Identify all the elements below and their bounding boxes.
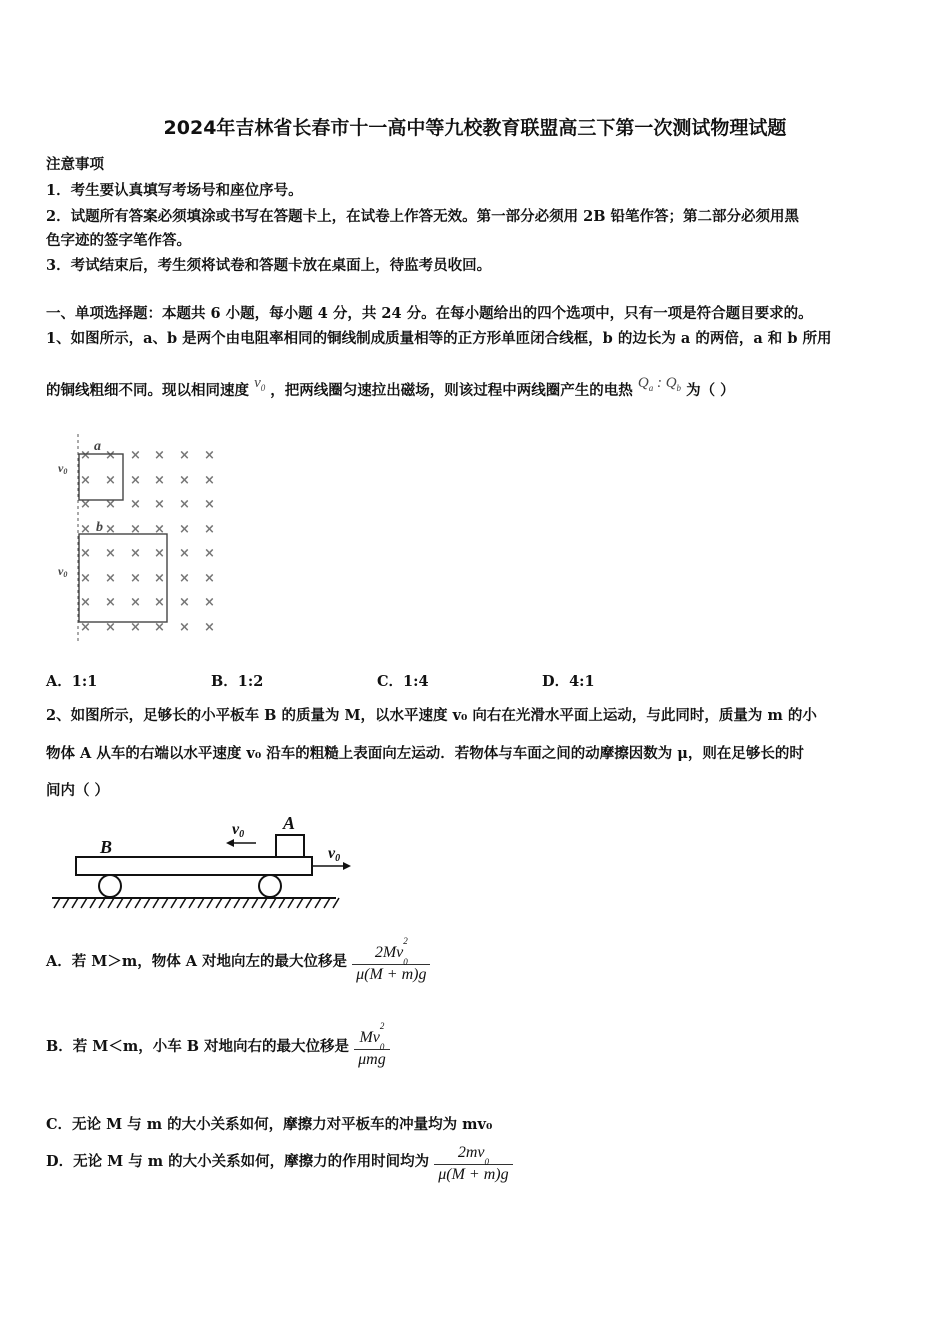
hatch-line	[216, 898, 222, 908]
q1-text-part: 为（ ）	[686, 382, 735, 399]
hatch-line	[270, 898, 276, 908]
notice-item: 3．考试结束后，考生须将试卷和答题卡放在桌面上，待监考员收回。	[46, 257, 492, 274]
hatch-line	[108, 898, 114, 908]
field-cross: ×	[179, 522, 190, 537]
hatch-line	[252, 898, 258, 908]
field-cross: ×	[105, 473, 116, 488]
field-cross: ×	[80, 620, 91, 635]
hatch-line	[162, 898, 168, 908]
q1-magnetic-field-figure	[54, 432, 234, 647]
field-cross: ×	[154, 620, 165, 635]
block-a	[276, 835, 304, 857]
label-v0-left: v0	[232, 821, 245, 840]
notice-heading: 注意事项	[46, 156, 104, 173]
q1-text-part: 的铜线粗细不同。现以相同速度	[46, 382, 249, 399]
label-a: a	[94, 439, 101, 454]
field-cross: ×	[80, 522, 91, 537]
field-cross: ×	[130, 595, 141, 610]
cart-board	[76, 857, 312, 875]
hatch-line	[315, 898, 321, 908]
q1-text-line2	[46, 375, 735, 401]
label-A: A	[283, 813, 296, 833]
field-cross: ×	[130, 473, 141, 488]
q2-text-line1: 2、如图所示，足够长的小平板车 B 的质量为 M，以水平速度 v₀ 向右在光滑水平面上运动，与此同时，质量为 m 的小	[46, 707, 817, 724]
q1-option-d[interactable]: D．4:1	[542, 673, 595, 690]
field-cross: ×	[179, 473, 190, 488]
hatch-line	[243, 898, 249, 908]
arrow-right-head	[343, 862, 351, 870]
q2-text-line3: 间内（ ）	[46, 782, 110, 799]
field-cross: ×	[204, 448, 215, 463]
q2-text-line2: 物体 A 从车的右端以水平速度 v₀ 沿车的粗糙上表面向左运动．若物体与车面之间的动摩擦因数为 μ，则在足够长的时	[46, 745, 804, 762]
field-cross: ×	[105, 448, 116, 463]
label-v0-a: v0	[58, 461, 68, 476]
notice-item: 1．考生要认真填写考场号和座位序号。	[46, 182, 303, 199]
hatch-line	[207, 898, 213, 908]
hatch-line	[234, 898, 240, 908]
field-cross: ×	[204, 546, 215, 561]
field-cross: ×	[80, 546, 91, 561]
hatch-line	[288, 898, 294, 908]
field-cross: ×	[130, 571, 141, 586]
field-cross: ×	[80, 595, 91, 610]
hatch-line	[324, 898, 330, 908]
field-cross: ×	[80, 473, 91, 488]
field-cross: ×	[105, 620, 116, 635]
hatch-line	[180, 898, 186, 908]
hatch-line	[198, 898, 204, 908]
wheel-left	[99, 875, 121, 897]
field-cross: ×	[105, 522, 116, 537]
label-v0-b: v0	[58, 564, 68, 579]
q2-cart-figure	[46, 808, 356, 913]
field-cross: ×	[130, 448, 141, 463]
field-cross: ×	[179, 448, 190, 463]
notice-item: 色字迹的签字笔作答。	[46, 232, 191, 249]
hatch-line	[261, 898, 267, 908]
field-cross: ×	[154, 448, 165, 463]
q2-option-d[interactable]: D．无论 M 与 m 的大小关系如何，摩擦力的作用时间均为 $\frac{2mv_0}{\mu(M + m)g}$	[46, 1144, 513, 1184]
field-cross: ×	[179, 571, 190, 586]
hatch-line	[144, 898, 150, 908]
hatch-line	[189, 898, 195, 908]
q1-option-c[interactable]: C．1:4	[377, 673, 429, 690]
hatch-line	[333, 898, 339, 908]
field-cross: ×	[154, 522, 165, 537]
field-cross: ×	[179, 546, 190, 561]
q1-options	[46, 670, 595, 691]
field-cross: ×	[130, 497, 141, 512]
page-title: 2024年吉林省长春市十一高中等九校教育联盟高三下第一次测试物理试题	[163, 117, 787, 139]
q1-text-line1: 1、如图所示，a、b 是两个由电阻率相同的铜线制成质量相等的正方形单匝闭合线框，b 的边长为 a 的两倍，a 和 b 所用	[46, 330, 832, 347]
field-cross: ×	[105, 497, 116, 512]
label-v0-right: v0	[328, 845, 341, 864]
hatch-line	[306, 898, 312, 908]
notice-item: 2．试题所有答案必须填涂或书写在答题卡上，在试卷上作答无效。第一部分必须用 2B 铅笔作答；第二部分必须用黑	[46, 208, 800, 225]
q2-option-b[interactable]: B．若 M＜m，小车 B 对地向右的最大位移是 Mv 2 $_0$ μmg	[46, 1029, 390, 1069]
v0-symbol: $v_0$	[254, 375, 266, 393]
hatch-line	[297, 898, 303, 908]
q1-option-b[interactable]: B．1:2	[211, 673, 264, 690]
hatch-line	[135, 898, 141, 908]
field-cross: ×	[179, 595, 190, 610]
field-cross: ×	[80, 448, 91, 463]
hatch-line	[90, 898, 96, 908]
hatch-line	[117, 898, 123, 908]
q2-option-a-fraction: 2Mv 2 $_0$ μ(M + m)g	[352, 944, 430, 984]
q1-option-a[interactable]: A．1:1	[46, 673, 98, 690]
field-cross: ×	[105, 571, 116, 586]
q2-option-d-fraction: $\frac{2mv_0}{\mu(M + m)g}$	[434, 1144, 512, 1184]
q1-text-part: ，把两线圈匀速拉出磁场，则该过程中两线圈产生的电热	[270, 382, 633, 399]
field-cross: ×	[154, 595, 165, 610]
label-B: B	[100, 837, 113, 857]
field-cross: ×	[80, 497, 91, 512]
field-cross: ×	[204, 620, 215, 635]
field-cross: ×	[179, 497, 190, 512]
field-cross: ×	[80, 571, 91, 586]
field-cross: ×	[204, 522, 215, 537]
hatch-line	[171, 898, 177, 908]
field-cross: ×	[154, 473, 165, 488]
hatch-line	[153, 898, 159, 908]
hatch-line	[99, 898, 105, 908]
label-b: b	[96, 520, 103, 535]
field-cross: ×	[179, 620, 190, 635]
hatch-line	[54, 898, 60, 908]
field-cross: ×	[105, 546, 116, 561]
section-heading: 一、单项选择题：本题共 6 小题，每小题 4 分，共 24 分。在每小题给出的四个选项中，只有一项是符合题目要求的。	[46, 305, 813, 322]
field-cross: ×	[130, 620, 141, 635]
arrow-left-head	[226, 839, 234, 847]
field-cross: ×	[204, 595, 215, 610]
q2-option-c[interactable]: C．无论 M 与 m 的大小关系如何，摩擦力对平板车的冲量均为 mv₀	[46, 1116, 493, 1133]
hatch-line	[72, 898, 78, 908]
hatch-line	[81, 898, 87, 908]
hatch-line	[126, 898, 132, 908]
field-cross: ×	[130, 522, 141, 537]
heat-ratio: $Q_a$ : $Q_b$	[637, 375, 682, 393]
field-cross: ×	[204, 497, 215, 512]
field-crosses	[80, 448, 215, 635]
hatch-line	[225, 898, 231, 908]
q2-option-a[interactable]: A．若 M＞m，物体 A 对地向左的最大位移是 2Mv 2 $_0$ μ(M + m)g	[46, 944, 430, 984]
field-cross: ×	[154, 546, 165, 561]
hatch-line	[63, 898, 69, 908]
field-cross: ×	[204, 473, 215, 488]
field-cross: ×	[154, 497, 165, 512]
q2-option-b-fraction: Mv 2 $_0$ μmg	[354, 1029, 390, 1069]
ground-hatching	[54, 898, 339, 908]
field-cross: ×	[154, 571, 165, 586]
field-cross: ×	[204, 571, 215, 586]
wheel-right	[259, 875, 281, 897]
hatch-line	[279, 898, 285, 908]
field-cross: ×	[105, 595, 116, 610]
field-cross: ×	[130, 546, 141, 561]
